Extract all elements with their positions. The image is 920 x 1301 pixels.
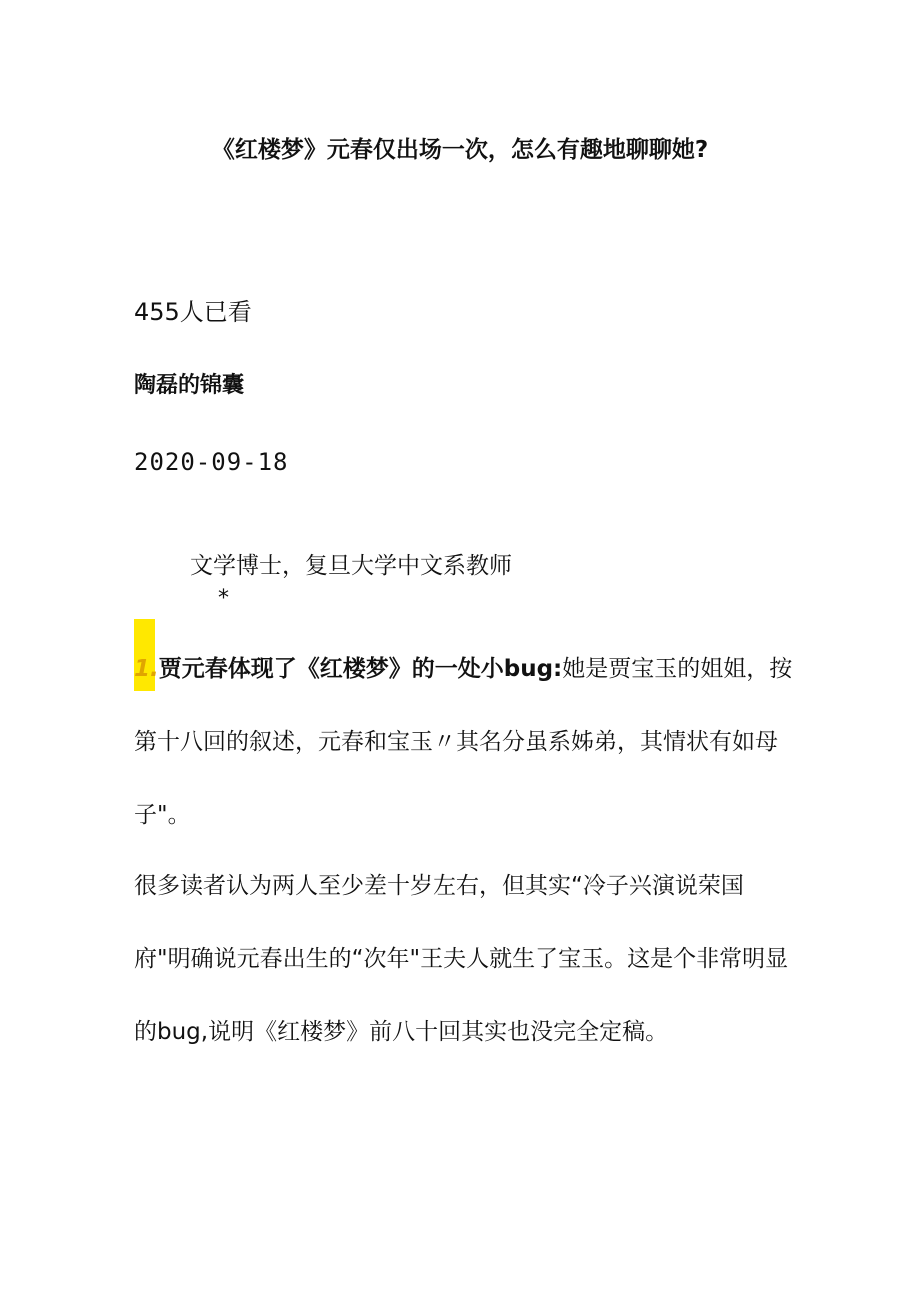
author-name: 陶磊的锦囊 xyxy=(134,373,245,398)
view-count: 455人已看 xyxy=(134,298,252,326)
paragraph-text: 她是贾宝玉的姐姐，按第十八回的叙述，元春和宝玉〃其名分虽系姊弟，其情状有如母子"。 xyxy=(134,656,793,828)
paragraph-lead: 贾元春体现了《红楼梦》的一处小bug: xyxy=(158,656,563,682)
section-separator: * xyxy=(218,586,229,611)
article-title: 《红楼梦》元春仅出场一次，怎么有趣地聊聊她? xyxy=(211,137,709,163)
paragraph-2 xyxy=(134,850,794,1069)
paragraph-1 xyxy=(134,633,794,852)
publish-date: 2020-09-18 xyxy=(134,448,289,476)
paragraph-text: 很多读者认为两人至少差十岁左右，但其实“冷子兴演说荣国府"明确说元春出生的“次年"王夫人就生了宝玉。这是个非常明显的bug,说明《红楼梦》前八十回其实也没完全定稿。 xyxy=(134,873,789,1045)
list-number: 1. xyxy=(134,656,159,682)
author-bio: 文学博士，复旦大学中文系教师 xyxy=(190,553,512,579)
